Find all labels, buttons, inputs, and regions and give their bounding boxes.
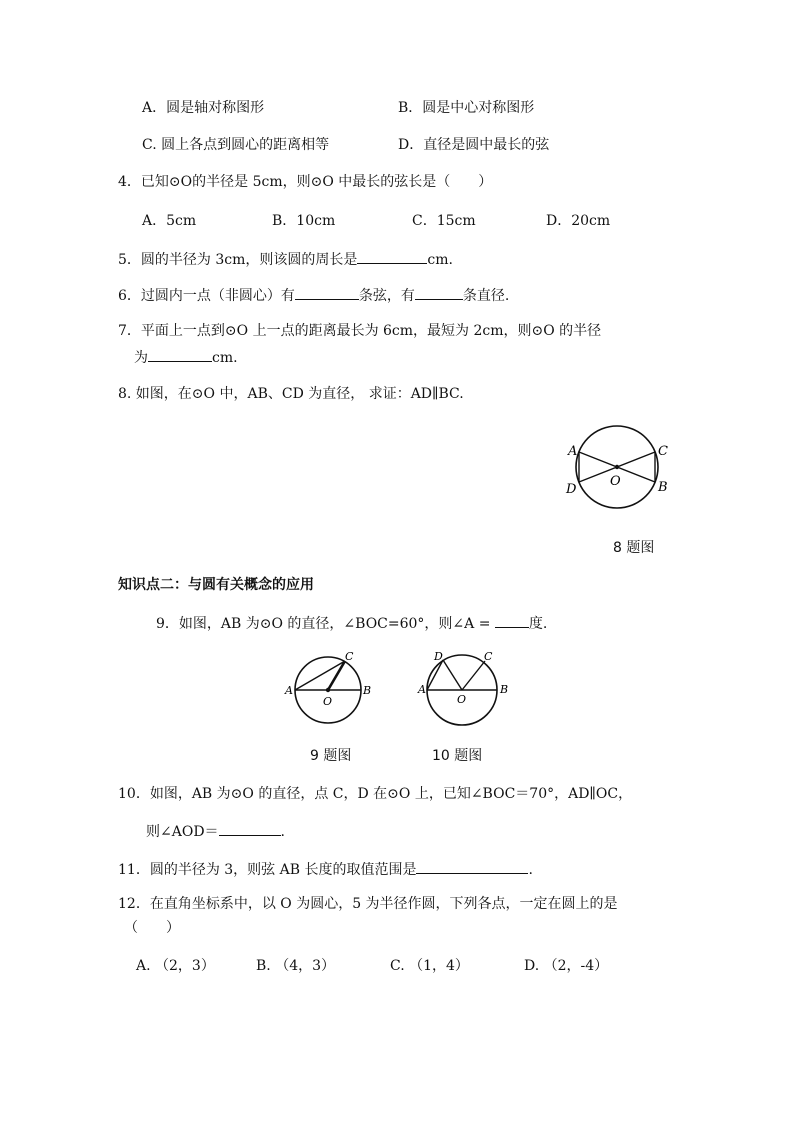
q5-text: 5．圆的半径为 3cm，则该圆的周长是 (118, 252, 358, 268)
q11 (118, 858, 533, 880)
q9 (156, 612, 547, 634)
q7-text: 为 (134, 350, 148, 366)
q10-label-c: C (484, 650, 493, 663)
q10-label-a: A (418, 683, 426, 696)
q7-answer-blank[interactable] (148, 346, 212, 362)
q9-answer-blank[interactable] (495, 612, 529, 628)
q9-unit: 度. (528, 616, 548, 632)
q12-answer-paren: （ ） (124, 920, 180, 936)
q8-label-d: D (566, 482, 577, 497)
q6-text-3: 条直径. (462, 288, 510, 304)
q8-figure (560, 425, 670, 520)
q8-label-b: B (658, 480, 668, 495)
q9-figure (283, 650, 378, 735)
q12-option-b: B. （4，3） (256, 958, 336, 974)
q6-text-2: 条弦，有 (358, 288, 415, 304)
q7-line2 (134, 346, 238, 368)
q9-label-b: B (363, 684, 372, 697)
q4-option-c: C．15cm (412, 213, 476, 229)
q9-center-dot (326, 688, 330, 692)
q4-option-b: B．10cm (272, 213, 336, 229)
q10-caption: 10 题图 (432, 748, 483, 764)
q12-stem: 12．在直角坐标系中，以 O 为圆心，5 为半径作圆，下列各点，一定在圆上的是 (118, 896, 618, 912)
q4-option-d: D．20cm (546, 213, 611, 229)
q9-label-c: C (345, 650, 354, 663)
q3-option-d: D．直径是圆中最长的弦 (398, 137, 550, 153)
q10-text: 则∠AOD＝ (146, 824, 219, 840)
q6 (118, 284, 509, 306)
q10-figure (414, 648, 514, 733)
q8-label-o: O (610, 474, 621, 489)
q10-label-d: D (434, 650, 443, 663)
q10-line2 (146, 820, 285, 842)
q5 (118, 248, 453, 270)
q8-caption: 8 题图 (613, 540, 655, 556)
section-2-heading: 知识点二：与圆有关概念的应用 (118, 577, 314, 593)
q6-diameter-blank[interactable] (415, 284, 463, 300)
q8-label-a: A (568, 444, 578, 459)
q8-stem: 8. 如图，在⊙O 中，AB、CD 为直径， 求证：AD∥BC. (118, 386, 464, 402)
q11-text: 11．圆的半径为 3，则弦 AB 长度的取值范围是 (118, 862, 417, 878)
q10-radius-oc (462, 661, 485, 690)
q8-center-dot (615, 465, 619, 469)
q9-caption: 9 题图 (310, 748, 352, 764)
q12-option-c: C. （1，4） (390, 958, 469, 974)
q10-chord-ad (427, 660, 443, 690)
q7-unit: cm. (212, 350, 238, 366)
q5-answer-blank[interactable] (357, 248, 427, 264)
q10-label-o: O (457, 693, 467, 706)
q8-label-c: C (658, 444, 668, 459)
q4-option-a: A．5cm (142, 213, 197, 229)
q11-period: . (528, 862, 533, 878)
q3-option-a: A．圆是轴对称图形 (142, 100, 265, 116)
q7-line1: 7．平面上一点到⊙O 上一点的距离最长为 6cm，最短为 2cm，则⊙O 的半径 (118, 323, 602, 339)
q9-label-o: O (323, 695, 333, 708)
q4-stem: 4．已知⊙O的半径是 5cm，则⊙O 中最长的弦长是（ ） (118, 174, 493, 190)
q12-option-a: A. （2，3） (136, 958, 215, 974)
q10-period: . (280, 824, 285, 840)
q10-stem: 10．如图，AB 为⊙O 的直径，点 C，D 在⊙O 上，已知∠BOC＝70°，AD∥OC， (118, 786, 633, 802)
q6-text-1: 6．过圆内一点（非圆心）有 (118, 288, 295, 304)
q9-label-a: A (285, 684, 293, 697)
q3-option-c: C. 圆上各点到圆心的距离相等 (142, 137, 330, 153)
q3-option-b: B．圆是中心对称图形 (398, 100, 535, 116)
q12-option-d: D. （2，-4） (524, 958, 609, 974)
q11-answer-blank[interactable] (416, 858, 528, 874)
q10-radius-od (443, 660, 462, 690)
q6-chord-blank[interactable] (295, 284, 359, 300)
q10-label-b: B (500, 683, 509, 696)
q9-text: 9．如图，AB 为⊙O 的直径，∠BOC=60°，则∠A = (156, 616, 491, 632)
q10-answer-blank[interactable] (219, 820, 281, 836)
q5-unit: cm. (427, 252, 453, 268)
